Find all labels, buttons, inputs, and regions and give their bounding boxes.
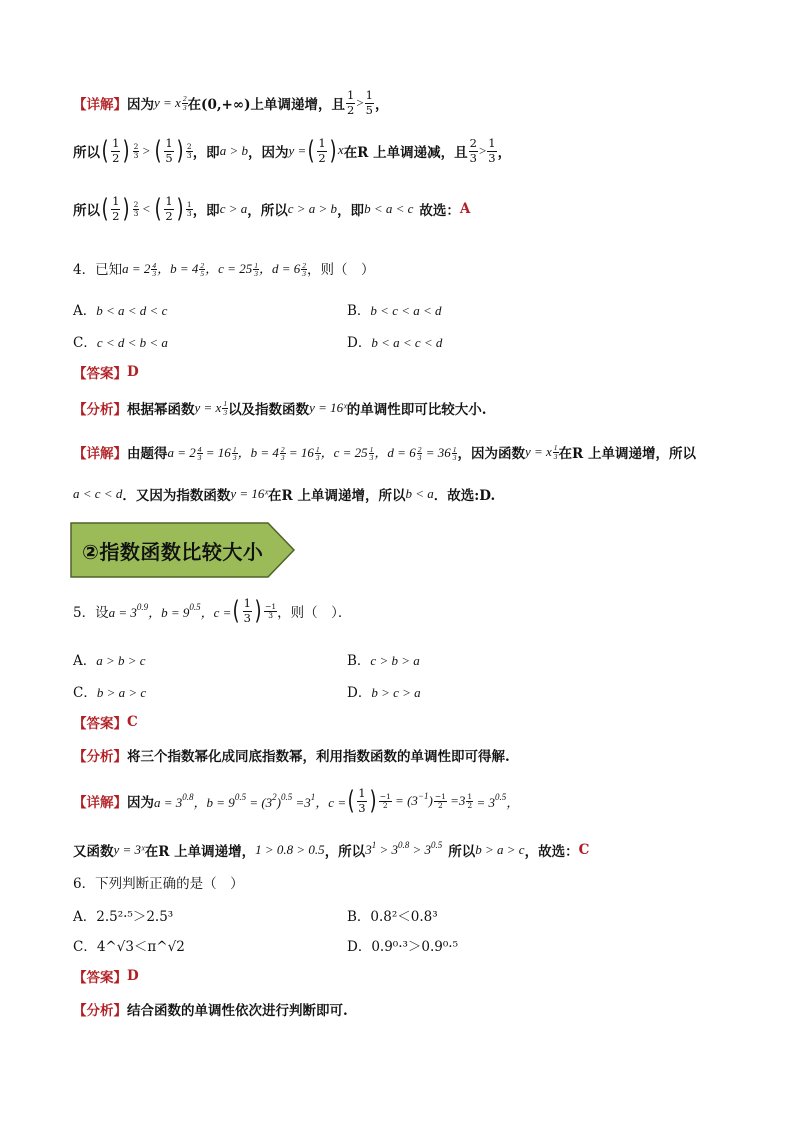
detail-text: 故选：: [419, 203, 460, 219]
math-relation: b < a < c: [364, 201, 414, 216]
detail-text: ，即: [192, 203, 220, 219]
punct: ，: [497, 145, 512, 161]
analysis-text: 以及指数函数: [228, 402, 310, 418]
detail-text: ．故选:D.: [433, 488, 496, 504]
q5-option-d[interactable]: D．b > c > a: [347, 685, 421, 701]
q5-detail-line-1: 【详解】 因为 $a = 3^{0.8}$，$b = 9^{0.5} = (3^2)^{0.5} =3^1$，c = ( $\frac{1}{3}$ ) $\frac{-1}{2}$ = $(3^{-1})$ $\frac{-1}{2}$ =3 $\frac{1}{2}$ = $3^{0.5}$，: [73, 786, 520, 816]
fraction-1-5: $\frac{1}{5}$: [365, 88, 373, 117]
math-exp-function: y =: [288, 143, 307, 158]
math-relation: b > a > c: [475, 842, 525, 857]
math-relation: c > a > b: [287, 201, 338, 216]
q4-answer: [73, 362, 139, 382]
q5-detail-line-2: 又函数 y = 3ˣ 在R 上单调递增， 1 > 0.8 > 0.5 ，所以 $3^1 > 3^{0.8} > 3^{0.5}$ 所以 b > a > c ，故选： C: [73, 839, 590, 860]
section-title: ②指数函数比较大小: [82, 540, 264, 564]
detail-text: 在R 上单调递减，且: [343, 145, 468, 161]
analysis-tag: 【分析】: [73, 402, 127, 418]
q5-stem: 5．设 $a = 3^{0.9}$，$b = 9^{0.5}$，c = ( $\frac{1}{3}$ ) −1 3 ，则（ ）．: [73, 596, 352, 626]
detail-tag: 【详解】: [73, 795, 127, 811]
q6-stem: [73, 872, 244, 892]
answer-value: D: [127, 968, 139, 984]
detail-tag: 【详解】: [73, 446, 127, 462]
detail-text: ，即: [337, 203, 365, 219]
math-power-function: y = x $\frac{2}{3}$: [154, 94, 187, 112]
q6-option-d[interactable]: D．0.9⁰·³＞0.9⁰·⁵: [347, 939, 458, 955]
math-relation: c > a: [219, 201, 248, 216]
detail-text: ，所以: [324, 844, 366, 860]
answer-tag: 【答案】: [73, 716, 127, 732]
fraction-1-2: $\frac{1}{2}$: [347, 88, 355, 117]
q4-option-b[interactable]: B．b < c < a < d: [347, 303, 442, 319]
detail-text: 在R 上单调递增，所以: [268, 488, 406, 504]
detail-text: 在R 上单调递增，: [144, 844, 256, 860]
q5-stem-text: ，则（ ）．: [277, 605, 352, 621]
detail-text: ，所以: [247, 203, 288, 219]
answer-choice: A: [459, 201, 471, 217]
math-exp-function: y = 3ˣ: [113, 842, 145, 857]
math-exp-function: y = 16ˣ: [230, 486, 269, 501]
analysis-tag: 【分析】: [73, 1003, 127, 1019]
detail-line-2: 所以 ( $\frac{1}{2}$ ) 2 3 > ( $\frac{1}{5}$ ) 2 3 ，即 a > b ，因为 y = ( $\frac{1}{2}$ ) $^x$ 在R 上单调递减，且 $\frac{2}{3}$ > $\frac{1}{3}$ ，: [73, 136, 512, 166]
analysis-text: 根据幂函数: [127, 402, 195, 418]
q6-analysis: [73, 999, 348, 1019]
detail-text: 在(0,+∞)上单调递增，且: [187, 97, 345, 113]
detail-text: ，即: [192, 145, 220, 161]
q6-option-c[interactable]: C．4^√3＜π^√2: [73, 939, 185, 955]
q4-stem-text: ，则（ ）: [306, 262, 375, 278]
q6-answer: [73, 966, 139, 986]
q4-option-c[interactable]: C．c < d < b < a: [73, 335, 168, 351]
q4-stem-text: 4．已知: [73, 262, 123, 278]
detail-text: 又函数: [73, 844, 114, 860]
analysis-text: 的单调性即可比较大小.: [346, 402, 487, 418]
q4-detail-line-1: 【详解】 由题得 a = 2 $\frac{4}{3}$ = 16 $\frac{1}{3}$ ，b = 4 $\frac{2}{3}$ = 16 $\frac{1}{3}$ ，c = 25 $\frac{1}{3}$ ，d = 6 $\frac{2}{3}$ = 36 $\frac{1}{3}$ ，因为函数 y = x $\frac{1}{3}$ 在R 上单调递增，所以: [73, 443, 696, 463]
q5-option-c[interactable]: C．b > a > c: [73, 685, 147, 701]
detail-tag: 【详解】: [73, 97, 127, 113]
analysis-text: 结合函数的单调性依次进行判断即可.: [127, 1003, 348, 1019]
answer-value: D: [127, 364, 139, 380]
q5-stem-text: 5．设: [73, 605, 109, 621]
q6-stem-text: 6．下列判断正确的是（ ）: [73, 876, 244, 892]
detail-text: 因为: [127, 97, 154, 113]
q4-option-d[interactable]: D．b < a < c < d: [347, 335, 443, 351]
q6-option-b[interactable]: B．0.8²＜0.8³: [347, 909, 438, 925]
answer-tag: 【答案】: [73, 366, 127, 382]
math-inequality: 1 > 0.8 > 0.5: [255, 842, 325, 857]
detail-line-1: 【详解】 因为 y = x $\frac{2}{3}$ 在(0,+∞)上单调递增，且 $\frac{1}{2}$ > $\frac{1}{5}$ ，: [73, 88, 389, 117]
math-relation: a > b: [219, 143, 248, 158]
detail-text: ，因为函数: [457, 446, 525, 462]
detail-text: ，因为: [247, 145, 289, 161]
q5-option-b[interactable]: B．c > b > a: [347, 653, 420, 669]
q5-analysis: [73, 745, 510, 765]
answer-choice: C: [578, 842, 590, 858]
q5-option-a[interactable]: A．a > b > c: [73, 653, 146, 669]
q5-answer: [73, 712, 138, 732]
detail-text: ，故选：: [524, 844, 579, 860]
punct: ，: [375, 97, 389, 113]
q4-detail-line-2: [73, 484, 495, 504]
answer-tag: 【答案】: [73, 970, 127, 986]
detail-text: 因为: [127, 795, 154, 811]
detail-text: 由题得: [127, 446, 168, 462]
detail-line-3: 所以 ( $\frac{1}{2}$ ) 2 3 < ( $\frac{1}{2}$ ) 1 3 ，即 c > a ，所以 c > a > b ，即 b < a < c 故选： A: [73, 194, 471, 224]
detail-text: 所以: [73, 203, 100, 219]
q4-analysis: 【分析】 根据幂函数 y = x $\frac{1}{3}$ 以及指数函数 y = 16ˣ 的单调性即可比较大小.: [73, 399, 487, 418]
math-relation: b < a: [405, 486, 434, 501]
detail-text: 所以: [73, 145, 100, 161]
section-banner: [70, 522, 294, 578]
detail-text: ．又因为指数函数: [122, 488, 231, 504]
math-exp-function: y = 16ˣ: [309, 400, 347, 415]
q4-option-a[interactable]: A．b < a < d < c: [73, 303, 168, 319]
detail-text: 所以: [448, 844, 476, 860]
math-relation: a < c < d: [73, 486, 123, 501]
q6-option-a[interactable]: A．2.5²·⁵＞2.5³: [73, 909, 174, 925]
answer-value: C: [127, 714, 138, 730]
detail-text: 在R 上单调递增，所以: [558, 446, 696, 462]
analysis-tag: 【分析】: [73, 749, 127, 765]
analysis-text: 将三个指数幂化成同底指数幂，利用指数函数的单调性即可得解.: [127, 749, 510, 765]
q4-stem: 4．已知 a = 2 $\frac{4}{3}$ ，b = 4 $\frac{2}{5}$ ，c = 25 $\frac{1}{3}$ ，d = 6 $\frac{2}{3}$ ，则（ ）: [73, 258, 374, 278]
